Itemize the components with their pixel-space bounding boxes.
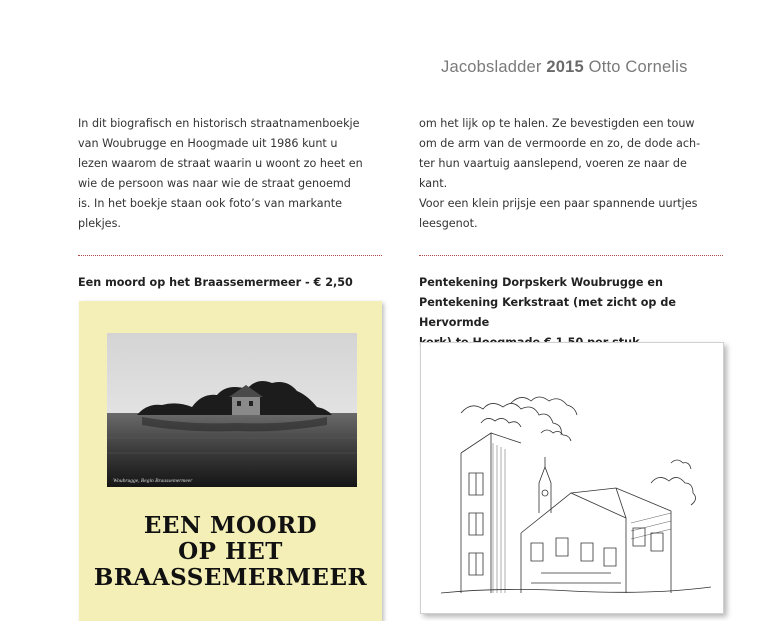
cover-title-line: EEN MOORD <box>143 512 318 539</box>
text-line: om het lijk op te halen. Ze bevestigden een touw <box>419 117 695 130</box>
pen-drawing-graphic <box>421 343 721 598</box>
text-line: Voor een klein prijsje een paar spannende uurtjes <box>419 197 698 210</box>
text-line: is. In het boekje staan ook foto’s van markante <box>78 197 342 210</box>
text-line: van Woubrugge en Hoogmade uit 1986 kunt u <box>78 137 338 150</box>
text-line: lezen waarom de straat waarin u woont zo heet en <box>78 157 363 170</box>
pen-drawing-image <box>420 342 724 614</box>
text-line: ter hun vaartuig aanslepend, voeren ze naar de <box>419 157 687 170</box>
header-title: Jacobsladder <box>441 58 542 76</box>
title-line: Pentekening Kerkstraat (met zicht op de Hervormde <box>419 296 676 329</box>
book-cover-image <box>79 301 382 621</box>
book-item-title: Een moord op het Braassemermeer - € 2,50 <box>78 276 353 289</box>
photo-caption: Woubrugge, Begin Braassemermeer <box>113 478 193 484</box>
cover-title-line: OP HET <box>178 538 283 565</box>
text-line: plekjes. <box>78 217 121 230</box>
lake-photo <box>107 333 357 487</box>
drawings-item-title <box>419 273 729 353</box>
cover-title-line: BRAASSEMERMEER <box>93 564 368 591</box>
left-column-text <box>78 114 383 234</box>
header-author: Otto Cornelis <box>588 58 688 76</box>
lake-photo-graphic <box>107 333 357 487</box>
page-header <box>441 58 688 77</box>
text-line: kant. <box>419 177 448 190</box>
cover-title <box>79 513 382 591</box>
section-divider-right <box>419 255 723 256</box>
section-divider-left <box>78 255 382 256</box>
text-line: leesgenot. <box>419 217 478 230</box>
title-line: Pentekening Dorpskerk Woubrugge en <box>419 276 663 289</box>
right-column-text <box>419 114 723 234</box>
header-year: 2015 <box>546 58 584 76</box>
text-line: wie de persoon was naar wie de straat genoemd <box>78 177 351 190</box>
text-line: om de arm van de vermoorde en zo, de dode ach- <box>419 137 701 150</box>
text-line: In dit biografisch en historisch straatnamenboekje <box>78 117 360 130</box>
